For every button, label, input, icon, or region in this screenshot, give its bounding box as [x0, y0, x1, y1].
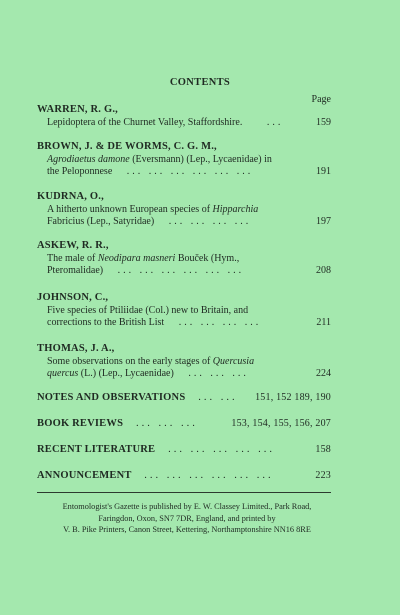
- entry-line: [37, 216, 331, 229]
- entry-page: 211: [316, 317, 331, 328]
- leader-dots: ... ... ... ... ...: [168, 444, 275, 455]
- publisher-footer: [37, 501, 337, 536]
- entry-page: 224: [316, 368, 331, 379]
- footer-divider: [37, 492, 331, 493]
- entry-page: 191: [316, 166, 331, 177]
- section-book-reviews: [37, 418, 331, 429]
- toc-entry-warren: [37, 104, 331, 129]
- section-pages: 158: [315, 444, 331, 455]
- species-name: Agrodiaetus damone: [47, 153, 130, 165]
- section-title: BOOK REVIEWS: [37, 418, 124, 429]
- entry-text: the Peloponnese: [47, 166, 113, 177]
- toc-entry-brown: [37, 141, 331, 179]
- leader-dots: ... ... ... ...: [178, 317, 262, 328]
- section-announcement: [37, 470, 331, 481]
- section-pages: 153, 154, 155, 156, 207: [231, 418, 331, 429]
- entry-author: WARREN, R. G.,: [37, 104, 118, 115]
- page-column-header: Page: [311, 94, 331, 105]
- species-name: Quercusia: [212, 355, 255, 367]
- section-title: RECENT LITERATURE: [37, 444, 156, 455]
- species-name: Hipparchia: [212, 203, 259, 215]
- section-notes: [37, 392, 331, 403]
- section-recent-literature: [37, 444, 331, 455]
- footer-line: Faringdon, Oxon, SN7 7DR, England, and printed by: [98, 513, 276, 523]
- footer-line: Entomologist's Gazette is published by E. W. Classey Limited., Park Road,: [62, 502, 312, 511]
- entry-text: Lepidoptera of the Churnet Valley, Staffordshire.: [47, 116, 243, 128]
- entry-text: corrections to the British List: [47, 317, 165, 328]
- section-pages: 151, 152 189, 190: [255, 392, 331, 403]
- species-name: quercus: [47, 368, 79, 379]
- entry-author: BROWN, J. & DE WORMS, C. G. M.,: [37, 141, 217, 152]
- entry-line: [37, 117, 331, 130]
- entry-line: Some observations on the early stages of Quercusia: [47, 355, 255, 367]
- species-name: Neodipara masneri: [97, 252, 176, 264]
- entry-line: [37, 317, 331, 330]
- leader-dots: ... ... ...: [188, 368, 249, 379]
- entry-page: 197: [316, 216, 331, 227]
- entry-text: Fabricius (Lep., Satyridae): [47, 216, 155, 227]
- entry-line: [37, 166, 331, 179]
- toc-entry-johnson: [37, 292, 331, 330]
- leader-dots: ... ...: [198, 392, 238, 403]
- entry-line: [37, 265, 331, 278]
- leader-dots: ... ... ...: [135, 418, 198, 429]
- toc-entry-thomas: [37, 343, 331, 381]
- leader-dots: ...: [266, 116, 284, 128]
- entry-line: A hitherto unknown European species of Hipparchia: [47, 203, 259, 215]
- leader-dots: ... ... ... ...: [168, 216, 252, 227]
- section-title: ANNOUNCEMENT: [37, 470, 132, 481]
- entry-author: KUDRNA, O.,: [37, 191, 104, 202]
- leader-dots: ... ... ... ... ... ...: [126, 166, 254, 177]
- leader-dots: ... ... ... ... ... ...: [117, 265, 245, 276]
- section-title: NOTES AND OBSERVATIONS: [37, 392, 186, 403]
- leader-dots: ... ... ... ... ... ...: [144, 470, 274, 481]
- contents-title: CONTENTS: [169, 77, 231, 88]
- entry-line: Five species of Ptiliidae (Col.) new to Britain, and: [47, 304, 249, 316]
- entry-author: ASKEW, R. R.,: [37, 240, 109, 251]
- entry-line: quercus (L.) (Lep., Lycaenidae) ... ... ... 224: [47, 368, 331, 379]
- entry-page: 159: [316, 116, 331, 128]
- toc-entry-askew: [37, 240, 331, 278]
- entry-author: THOMAS, J. A.,: [37, 343, 115, 354]
- section-pages: 223: [315, 470, 331, 481]
- entry-author: JOHNSON, C.,: [37, 292, 109, 303]
- toc-entry-kudrna: [37, 191, 331, 229]
- entry-page: 208: [316, 265, 331, 276]
- entry-line: Agrodiaetus damone (Eversmann) (Lep., Lycaenidae) in: [47, 153, 272, 165]
- footer-line: V. B. Pike Printers, Canon Street, Kettering, Northamptonshire NN16 8RE: [63, 525, 311, 534]
- entry-line: The male of Neodipara masneri Bouček (Hym.,: [47, 252, 240, 264]
- entry-text: Pteromalidae): [47, 265, 104, 276]
